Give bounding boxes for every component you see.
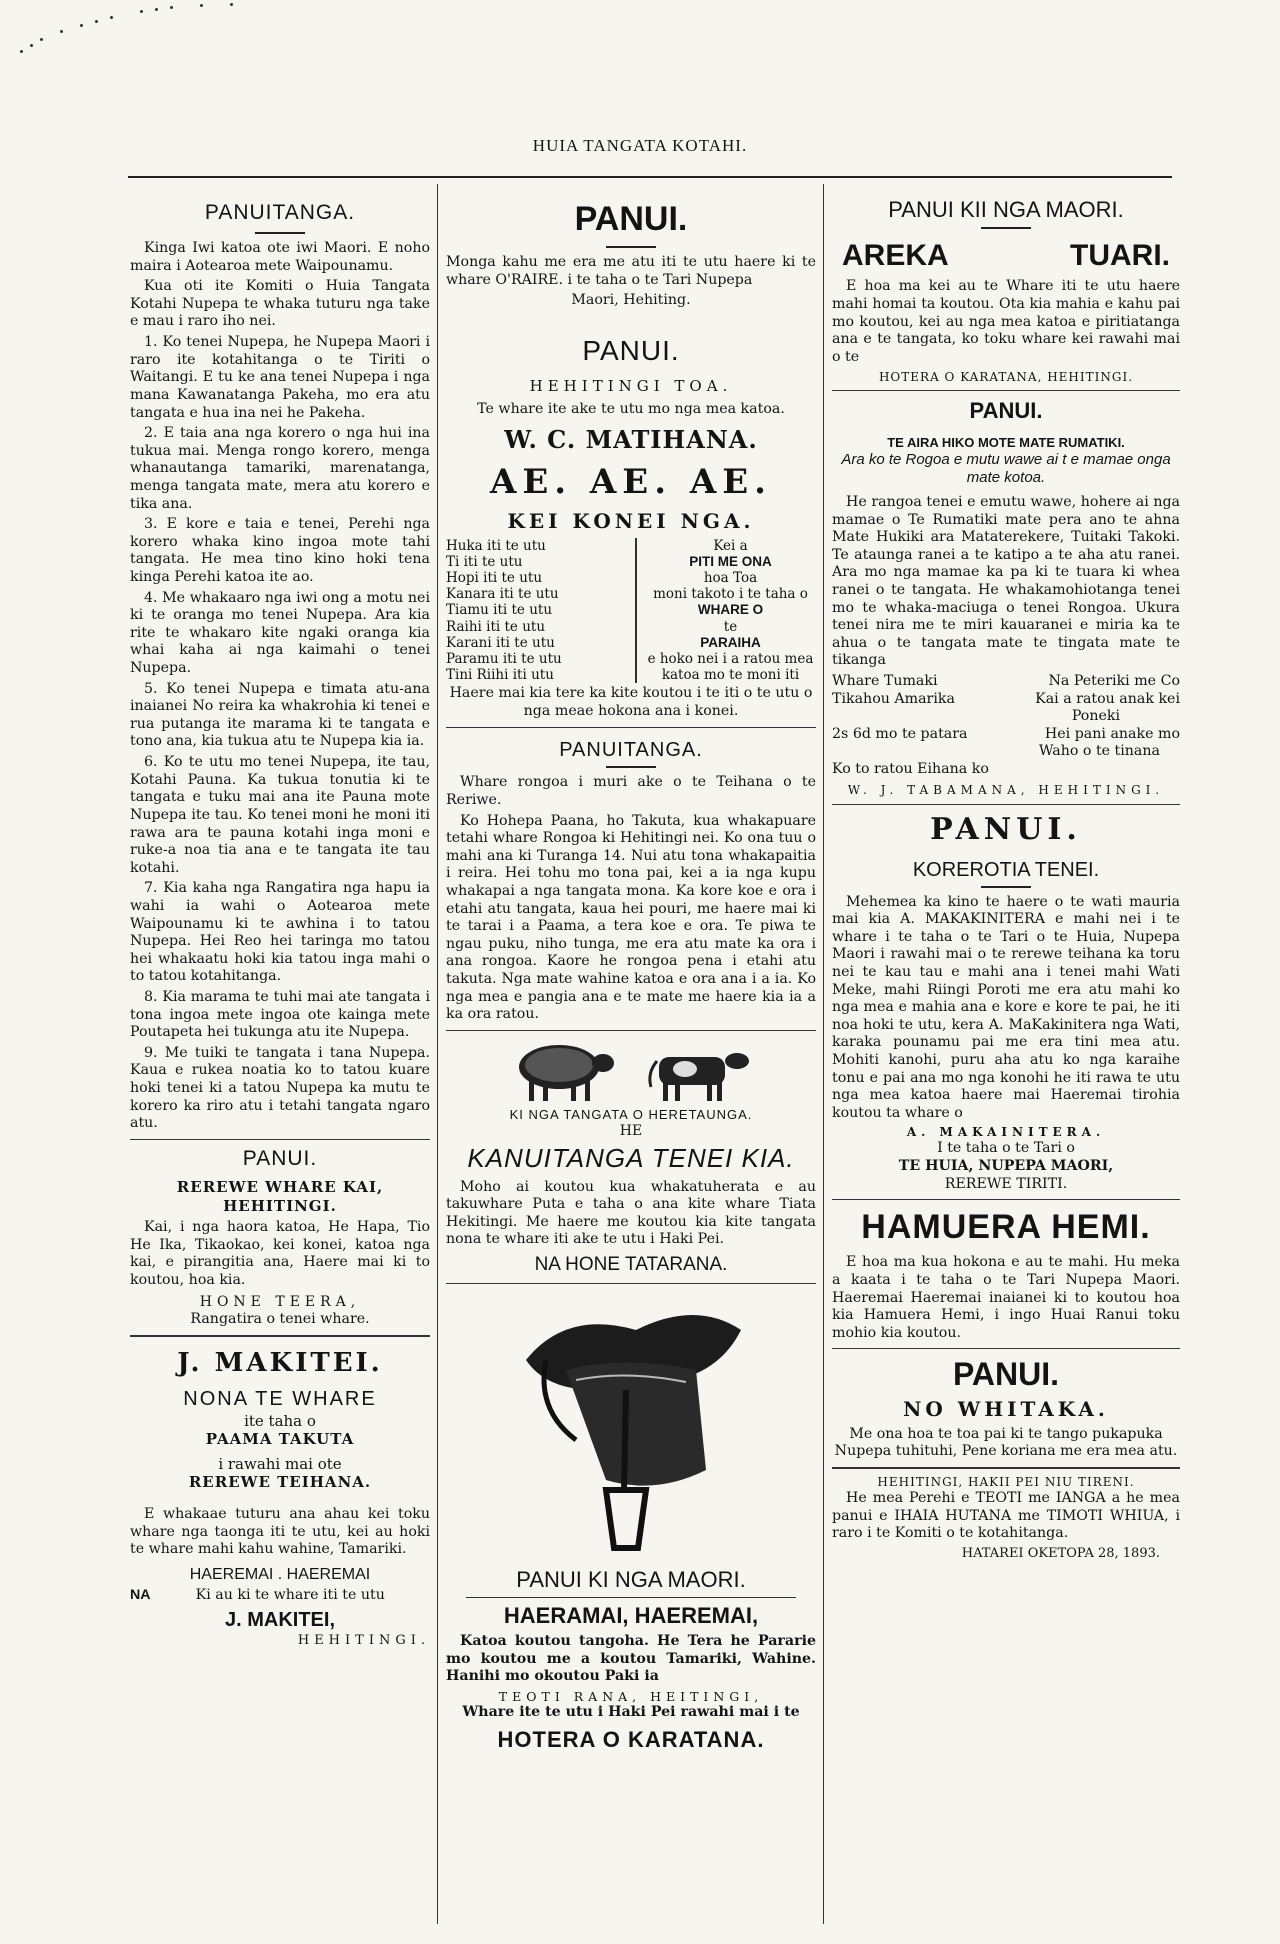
imprint-body: He mea Perehi e TEOTI me IANGA a he mea panui e IHAIA HUTANA me TIMOTI WHIUA, i raro i te Komiti o te kotahitanga. (832, 1489, 1180, 1542)
saddle-illustration (446, 1290, 816, 1560)
list-item: Karani iti te utu (446, 634, 555, 651)
hotera-heading: HOTERA O KARATANA. (497, 1727, 765, 1752)
list-item: Paramu iti te utu (446, 650, 562, 667)
rumatiki-row (832, 691, 1180, 709)
ad-line: Ki au ki te whare iti te utu (195, 1586, 385, 1603)
list-item: e hoko nei i a ratou mea (647, 650, 814, 667)
ad-body: E whakaae tuturu ana ahau kei toku whare nga taonga iti te utu, kei au hoki te whare mahi kahu wahine, Tamariki. (130, 1505, 430, 1558)
price-list-left (446, 538, 627, 684)
panuitanga-body: Whare rongoa i muri ake o te Teihana o te Reriwe. (446, 774, 816, 808)
divider (981, 886, 1031, 888)
top-ad-signature: HOTERA O KARATANA, HEHITINGI. (878, 369, 1134, 384)
ad-line: NONA TE WHARE (183, 1387, 377, 1410)
cow-icon (645, 1043, 755, 1103)
ad-signature: J. MAKITEI, (224, 1609, 335, 1632)
saddle-icon (506, 1290, 756, 1560)
rumatiki-row (832, 726, 1180, 744)
list-item: Hopi iti te utu (446, 569, 543, 586)
list-item: Ti iti te utu (446, 553, 523, 570)
paragraph: Kinga Iwi katoa ote iwi Maori. E noho maira i Aotearoa mete Waipounamu. (130, 240, 430, 274)
paragraph: 2. E taia ana nga korero o nga hui ina tukua mai. Menga rongo korero, menga whanautanga tamariki, marenatanga, menga tangata mate, mera atu korero e tika ana. (130, 425, 430, 512)
list-item: Huka iti te utu (446, 537, 546, 554)
rumatiki-row (832, 673, 1180, 691)
imprint-date: HATAREI OKETOPA 28, 1893. (961, 1545, 1160, 1561)
whitaka-subtitle: NO WHITAKA. (903, 1397, 1109, 1422)
rumatiki-cell: Na Peteriki me Co (1048, 673, 1180, 690)
panui-nga-maori-body2: Whare ite te utu i Haki Pei rawahi mai i te (462, 1704, 800, 1721)
rumatiki-subtitle: TE AIRA HIKO MOTE MATE RUMATIKI. (887, 434, 1125, 450)
whitaka-title: PANUI. (952, 1356, 1060, 1393)
divider (832, 1467, 1180, 1469)
hamuera-body: E hoa ma kua hokona e au te mahi. Hu meka a kaata i te taha o te Tari Nupepa Maori. Haeremai Haeremai inaianei ki to koutou hoa kia Hamuera Hemi, i ingo Huai Ranui toku mohio kia koutou. (832, 1254, 1180, 1341)
ad-line-row (130, 1587, 430, 1605)
ad-title: J. MAKITEI. (177, 1347, 383, 1378)
hamuera-title: HAMUERA HEMI. (861, 1208, 1151, 1247)
price-list (446, 538, 816, 684)
page-corner-blemish (0, 0, 260, 70)
column-divider (823, 184, 824, 1924)
paragraph: 3. E kore e taia e tenei, Perehi nga korero whaka kino ingoa mote tahi tangata. He mea tino kino hoki tena kinga Perehi katoa ite ao. (130, 516, 430, 585)
list-item: katoa mo te moni iti (661, 667, 800, 684)
column-left (130, 184, 430, 1924)
ad-signature: HONE TEERA, (199, 1293, 361, 1310)
ad-line: REREWE TEIHANA. (188, 1473, 372, 1492)
panui-title: PANUI. (574, 200, 688, 238)
paragraph: 4. Me whakaaro nga iwi ong a motu nei ki te oranga mo tenei Nupepa. Ara kia rite te whakaro kite ngaki oranga kia whai kaha ai nga kaimahi o tenei Nupepa. (130, 589, 430, 677)
divider (832, 1348, 1180, 1349)
korerotia-subtitle: KOREROTIA TENEI. (912, 858, 1100, 881)
ad-place: HEHITINGI. (223, 1196, 337, 1215)
ad-subtitle: REREWE WHARE KAI, (176, 1177, 384, 1196)
list-item: Kei a (713, 537, 748, 554)
divider (446, 1283, 816, 1284)
shop-name: W. C. MATIHANA. (504, 424, 758, 454)
column-divider (437, 184, 438, 1924)
rumatiki-cell: Whare Tumaki (832, 673, 938, 690)
imprint-line: HEHITINGI, HAKII PEI NIU TIRENI. (877, 1475, 1135, 1490)
paragraph: Kua oti ite Komiti o Huia Tangata Kotahi Nupepa te whaka tuturu nga take e mau i raro iho nei. (130, 278, 430, 330)
panui-nga-maori-signature: TEOTI RANA, HEITINGI, (498, 1688, 764, 1704)
panui-subtitle: HEHITINGI TOA. (529, 376, 733, 395)
whitaka-body: Me ona hoa te toa pai ki te tango pukapuka Nupepa tuhituhi, Pene koriana me era mea atu. (834, 1425, 1178, 1460)
panuitanga-title: PANUITANGA. (559, 738, 703, 761)
panuitanga-heading: PANUITANGA. (204, 201, 356, 224)
divider (606, 246, 656, 248)
list-item: Kanara iti te utu (446, 586, 559, 603)
ad-welcome: HAEREMAI . HAEREMAI (189, 1565, 371, 1583)
paragraph: 6. Ko te utu mo tenei Nupepa, ite tau, Kotahi Pauna. Ka tukua tonutia ki te tangata e tuku mai ana ite Pauna mote Nupepa ite tau. Ko tenei moni he moni iti rawa ara te pauna kotahi inga moni e ruke-a noa tia ana e te tangata ite tau kotahi. (130, 754, 430, 876)
heretaunga-he: HE (619, 1122, 643, 1139)
tuari-name: TUARI. (1070, 239, 1170, 273)
rumatiki-cell: 2s 6d mo te patara (832, 725, 968, 742)
top-ad-body: E hoa ma kei au te Whare iti te utu haere mahi homai ta koutou. Ota kia mahia e kahu pai mo koutou, kei au nga mea katoa e piritiatanga ana e te tangata, ko toku whare kei rawahi mai o te (832, 278, 1180, 365)
column-middle (446, 184, 816, 1924)
panui-nga-maori-body: Katoa koutou tangoha. He Tera he Pararie mo koutou me a koutou Tamariki, Wahine. Hanihi mo okoutou Paki ia (446, 1633, 816, 1685)
paragraph: 9. Me tuiki te tangata i tana Nupepa. Kaua e rukea noatia ko to tatou kuare hoki tenei ki a tatou Nupepa ka mutu te korero ka riro atu i tetahi tangata ngaro atu. (130, 1044, 430, 1132)
divider (832, 390, 1180, 391)
kei-konei-heading: KEI KONEI NGA. (507, 508, 755, 533)
list-item: te (723, 618, 738, 635)
korerotia-signature-line: REREWE TIRITI. (944, 1175, 1068, 1192)
areka-tuari-row (842, 237, 1170, 274)
divider (446, 1030, 816, 1031)
rumatiki-title: PANUI. (969, 398, 1043, 424)
divider (832, 1199, 1180, 1200)
price-list-right (635, 538, 816, 684)
masthead-rule (128, 176, 1172, 178)
divider (832, 804, 1180, 805)
panui-title: PANUI. (582, 334, 680, 366)
heretaunga-body: Moho ai koutou kua whakatuherata e au takuwhare Puta e taha o ana kite whare Tiata Hekitingi. Me haere me koutou kia kite tangata nona te whare iti ake te utu i Haki Pei. (446, 1178, 816, 1248)
paragraph: 5. Ko tenei Nupepa e timata atu-ana inaianei No reira ka whakrohia ki tenei e rua putanga ite marama ki te tangata e tono ana, kia tukua atu te Nupepa kia ia. (130, 680, 430, 750)
korerotia-signature: A. MAKAINITERA. (906, 1125, 1106, 1140)
heretaunga-signature: NA HONE TATARANA. (534, 1253, 728, 1275)
panui-nga-maori-title: PANUI KI NGA MAORI. (516, 1566, 746, 1592)
ad-body: Kai, i nga haora katoa, He Hapa, Tio He Ika, Tikaokao, kei konei, katoa nga kai, e pirangitia ana, Haere mai ki to koutou, hoa kia. (130, 1219, 430, 1288)
paragraph: 7. Kia kaha nga Rangatira nga hapu ia wahi ia wahi o Aotearoa mete Waipounamu ki te awhina i to tatou Nupepa. Hei Reo hei taringa mo tatou hei whakaatu hoki kia tatou inga mahi o to tatou kotahitanga. (130, 880, 430, 985)
divider (130, 1139, 430, 1140)
ad-signature-role: Rangatira o tenei whare. (190, 1310, 370, 1327)
list-item: WHARE O (697, 602, 764, 618)
heretaunga-title: KANUITANGA TENEI KIA. (467, 1143, 795, 1174)
divider (255, 232, 305, 234)
panui-place: Maori, Hehiting. (571, 292, 691, 309)
heretaunga-caption: KI NGA TANGATA O HERETAUNGA. (509, 1106, 753, 1122)
areka-name: AREKA (842, 239, 949, 273)
masthead: HUIA TANGATA KOTAHI. (532, 136, 748, 155)
rumatiki-cell: Poneki (1071, 708, 1120, 725)
list-item: Raihi iti te utu (446, 618, 546, 635)
list-item: moni takoto i te taha o (653, 586, 808, 603)
livestock-illustration (446, 1037, 816, 1103)
ad-place: HEHITINGI. (297, 1632, 430, 1648)
ad-rerewe-whare-kai (130, 1146, 430, 1329)
rumatiki-cell: Kai a ratou anak kei (1035, 690, 1180, 707)
divider (981, 227, 1031, 229)
divider (130, 1335, 430, 1337)
haeramai-heading: HAERAMAI, HAEREMAI, (503, 1602, 759, 1628)
rumatiki-cell: Hei pani anake mo (1044, 725, 1180, 742)
ae-heading: AE. AE. AE. (489, 461, 773, 502)
ad-line: ite taha o (244, 1411, 316, 1430)
ad-line: PAAMA TAKUTA (205, 1430, 355, 1449)
korerotia-signature-line: I te taha o te Tari o (937, 1140, 1075, 1157)
ad-line: i rawahi mai ote (218, 1454, 342, 1473)
top-ad-title: PANUI KII NGA MAORI. (888, 197, 1124, 222)
divider (466, 1597, 796, 1598)
rumatiki-cell: Ko to ratou Eihana ko (832, 761, 989, 778)
rumatiki-body: He rangoa tenei e emutu wawe, hohere ai nga mamae o Te Rumatiki mate pera ano te ahna Mate Hukiki ara Mataterekere, Tuitaki Takoki. Te ataunga ranei a te katipo a te aha atu ranei. Ara mo nga mamae ka pa ki te tuara ki whea ranei o te tangata. He whakamohiotanga tenei mo te whaka-maciuga o tenei Rongoa. Ukura tenei nira me te miri kauaranei e miria ka te ahua o te tangata mate te tingata mate te tikanga (832, 493, 1180, 669)
divider (446, 727, 816, 728)
ad-title: PANUI. (242, 1146, 318, 1170)
ad-na: NA (130, 1586, 151, 1603)
panui-closing: Haere mai kia tere ka kite koutou i te iti o te utu o nga meae hokona ana i konei. (449, 685, 813, 719)
list-item: PARAIHA (700, 634, 761, 650)
column-right (832, 184, 1180, 1924)
paragraph: 1. Ko tenei Nupepa, he Nupepa Maori i raro ite kotahitanga o te Tiriti o Waitangi. E tu ke ana tenei Nupepa i nga mana Kawanatanga Pakeha, mo era atu tangata e hua ina nei he Pakeha. (130, 334, 430, 421)
sheep-icon (507, 1037, 617, 1103)
list-item: Tiamu iti te utu (446, 602, 553, 619)
divider (606, 766, 656, 768)
panui-line: Te whare ite ake te utu mo nga mea katoa. (477, 401, 785, 418)
rumatiki-signature: W. J. TABAMANA, HEHITINGI. (847, 782, 1165, 797)
rumatiki-cell: Tikahou Amarika (832, 690, 955, 707)
list-item: PITI ME ONA (689, 553, 772, 569)
list-item: Tini Riihi iti utu (446, 667, 554, 684)
paragraph: 8. Kia marama te tuhi mai ate tangata i tona ingoa mete ingoa ote kainga mete Poutapeta hei tukunga atu ite Nupepa. (130, 989, 430, 1041)
rumatiki-tagline: Ara ko te Rogoa e mutu wawe ai t e mamae onga mate kotoa. (841, 450, 1171, 487)
panui-body: Monga kahu me era me atu iti te utu haere ki te whare O'RAIRE. i te taha o te Tari Nupepa (446, 254, 816, 288)
korerotia-signature-line: TE HUIA, NUPEPA MAORI, (898, 1157, 1114, 1174)
korerotia-title: PANUI. (930, 811, 1082, 847)
list-item: hoa Toa (703, 569, 758, 586)
panuitanga-body: Ko Hohepa Paana, ho Takuta, kua whakapuare tetahi whare Rongoa ki Hehitingi nei. Ko ona tuu o mahi ana ki Turanga 14. Nui atu tona whakapaitia i reira. Hei tohu mo tona pai, kei a ia nga kupu whakapai a nga tangata mona. Ka kore koe e ora i etahi atu tangata, kaua hei pouri, me haere mai ki te tarai i a Paama, a tera koe e ora. Te piwa te ngau puku, niho tunga, me era atu mate ka ora i ana rongoa. Kaore he rongoa pena i etahi atu takuta. Nga mate wahine katoa e ora ana i a ia. Ko nga mea e pangia ana e te mate me haere kia ia a ka ora ratou. (446, 812, 816, 1023)
rumatiki-cell: Waho o te tinana (1038, 743, 1160, 760)
ad-makitei (130, 1347, 430, 1650)
korerotia-body: Mehemea ka kino te haere o te wati mauria mai kia A. MAKAKINITERA e mahi nei i te whare i te taha o te Tari o te Huia, Nupepa Maori i rawahi mai o te rerewe teihana ka toru nei te kau tau e mahi ana i tenei mahi Wati Meke, mahi Riingi Poroti me era atu mahi ko nga mea e mahia ana e kore e kore te pai, he iti noa hoki te utu, kera A. MaKakinitera nga Wati, karaka pounamu pai me era tini mea atu. Mohiti kanohi, puru aha atu ko nga karaihe tonu e pai ana mo nga konohi he iti rawa te utu nga mea katoa haere mai Haeremai tirohia koutou ta whare o (832, 893, 1180, 1121)
